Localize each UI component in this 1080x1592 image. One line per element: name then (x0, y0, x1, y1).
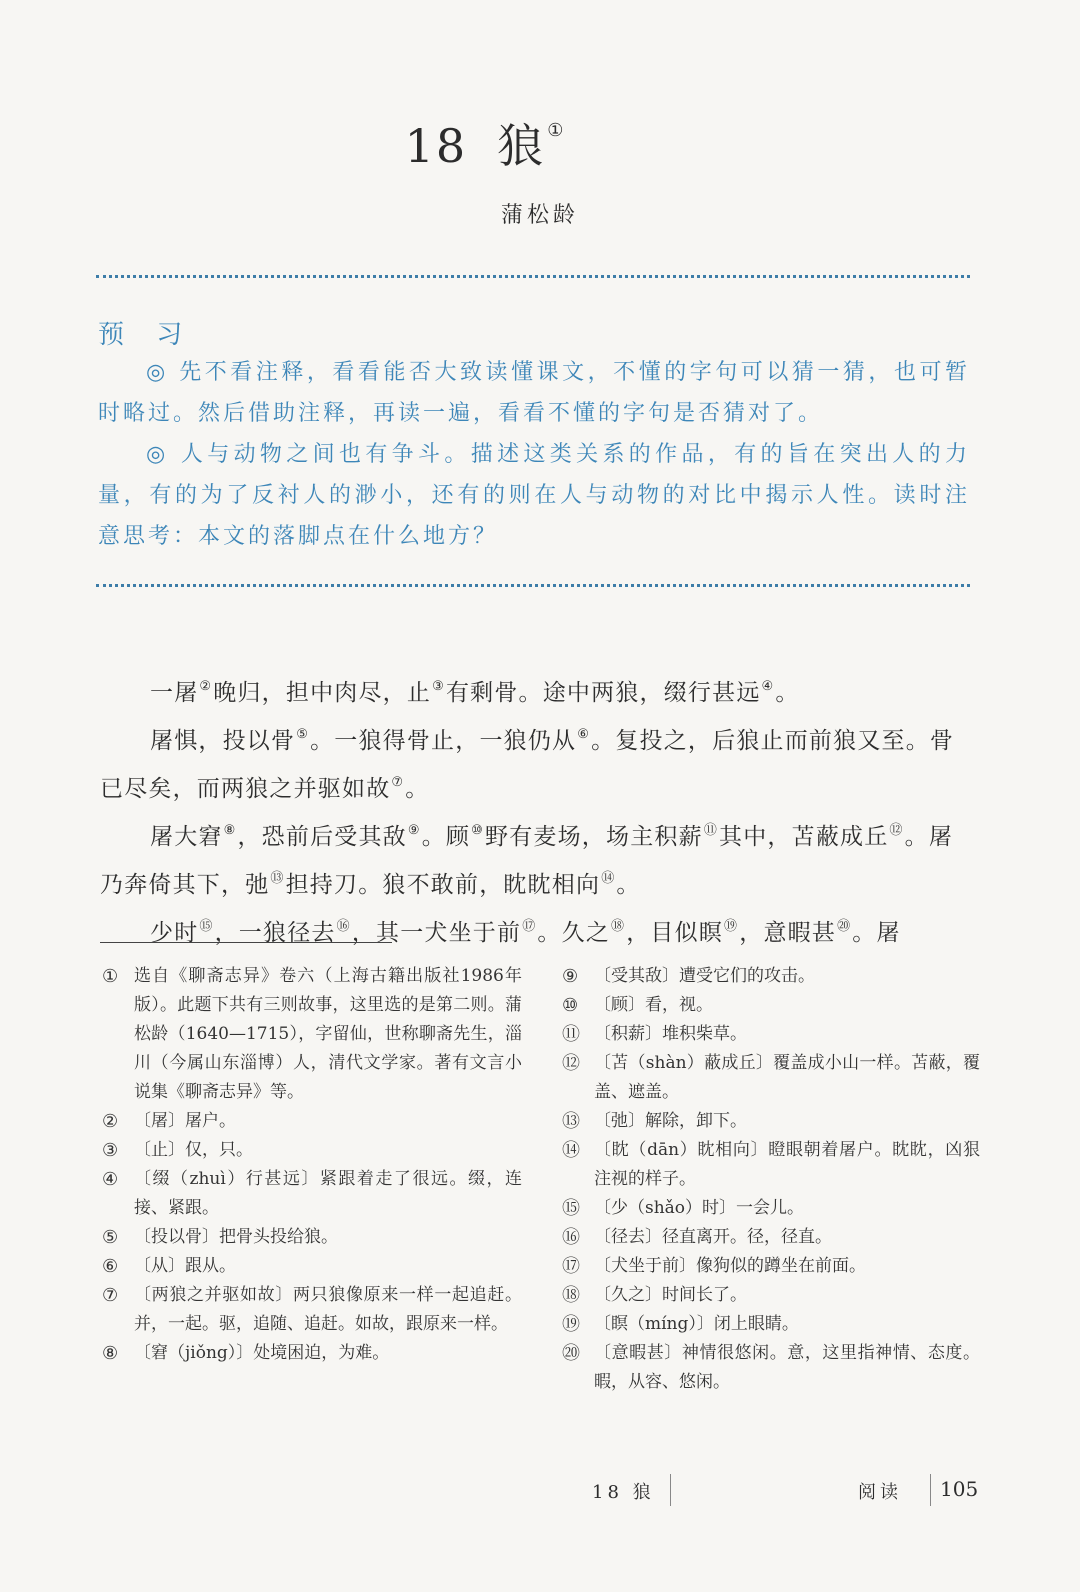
footnote-ref: ⑪ (703, 823, 719, 838)
footnote: ⑯ 〔径去〕径直离开。径，径直。 (562, 1227, 832, 1248)
preview-heading: 预 习 (98, 320, 195, 350)
footer-divider (670, 1474, 671, 1506)
footnote: ⑦ 〔两狼之并驱如故〕两只狼像原来一样一起追赶。并，一起。驱，追随、追赶。如故，跟原来一样。 (102, 1285, 522, 1334)
title-footnote-mark: ① (547, 120, 566, 141)
footnote: ⑤ 〔投以骨〕把骨头投给狼。 (102, 1227, 338, 1248)
footer-chapter-title: 18 狼 (592, 1482, 655, 1503)
footnote: ② 〔屠〕屠户。 (102, 1111, 236, 1132)
footnote: ③ 〔止〕仅，只。 (102, 1140, 253, 1161)
footnote-ref: ③ (432, 679, 445, 694)
footnote-ref: ⑦ (391, 775, 405, 790)
footer-section-label: 阅读 (858, 1482, 902, 1503)
footnote-ref: ⑱ (611, 919, 626, 934)
preview-top-divider (96, 275, 970, 278)
footnote-ref: ⑤ (296, 727, 310, 742)
footnote-ref: ⑮ (199, 919, 214, 934)
footnote: ⑫ 〔苫（shàn）蔽成丘〕覆盖成小山一样。苫蔽，覆盖、遮盖。 (562, 1053, 980, 1102)
footnote: ⑳ 〔意暇甚〕神情很悠闲。意，这里指神情、态度。暇，从容、悠闲。 (562, 1343, 980, 1392)
body-paragraph-1: 一屠②晚归，担中肉尽，止③有剩骨。途中两狼，缀行甚远④。 (150, 679, 800, 706)
footnote-ref: ⑧ (223, 823, 237, 838)
footnote: ⑧ 〔窘（jiǒng）〕处境困迫，为难。 (102, 1343, 390, 1364)
page-number: 105 (940, 1477, 979, 1501)
footnotes-right-column (562, 962, 980, 1397)
footnote: ⑪ 〔积薪〕堆积柴草。 (562, 1024, 747, 1045)
footnote-divider (100, 942, 392, 943)
preview-paragraph: ◎ 人与动物之间也有争斗。描述这类关系的作品，有的旨在突出人的力量，有的为了反衬人的渺小，还有的则在人与动物的对比中揭示人性。读时注意思考：本文的落脚点在什么地方？ (98, 442, 970, 549)
footnote: ⑬ 〔弛〕解除，卸下。 (562, 1111, 747, 1132)
footnote-ref: ⑭ (601, 871, 616, 886)
footnote: ⑩ 〔顾〕看，视。 (562, 995, 713, 1016)
footnote: ① 选自《聊斋志异》卷六（上海古籍出版社1986年版）。此题下共有三则故事，这里选的是第二则。蒲松龄（1640—1715），字留仙，世称聊斋先生，淄川（今属山东淄博）人，清代文学家。著有文言小说集《聊斋志异》等。 (102, 966, 522, 1102)
footer-divider (930, 1474, 931, 1506)
footnote: ⑲ 〔瞑（míng）〕闭上眼睛。 (562, 1314, 799, 1335)
preview-text (98, 352, 970, 557)
footnote-ref: ⑬ (270, 871, 285, 886)
lesson-number: 18 (404, 119, 468, 173)
footnote-ref: ⑥ (577, 727, 591, 742)
footnote: ⑰ 〔犬坐于前〕像狗似的蹲坐在前面。 (562, 1256, 866, 1277)
footnotes-left-column (102, 962, 522, 1368)
body-paragraph-2: 屠惧，投以骨⑤。一狼得骨止，一狼仍从⑥。复投之，后狼止而前狼又至。骨已尽矣，而两狼之并驱如故⑦。 (100, 727, 955, 802)
footnote-ref: ⑲ (724, 919, 739, 934)
footnote-ref: ② (199, 679, 213, 694)
footnote: ⑥ 〔从〕跟从。 (102, 1256, 236, 1277)
footnote-ref: ④ (761, 679, 775, 694)
footnote-ref: ⑯ (336, 919, 351, 934)
footnote: ⑮ 〔少（shǎo）时〕一会儿。 (562, 1198, 805, 1219)
main-text (100, 666, 975, 954)
footnote: ⑭ 〔眈（dān）眈相向〕瞪眼朝着屠户。眈眈，凶狠注视的样子。 (562, 1140, 980, 1189)
footnote-ref: ⑨ (407, 823, 421, 838)
author: 蒲松龄 (500, 203, 579, 228)
footnote-ref: ⑰ (522, 919, 537, 934)
preview-paragraph: ◎ 先不看注释，看看能否大致读懂课文，不懂的字句可以猜一猜，也可暂时略过。然后借助注释，再读一遍，看看不懂的字句是否猜对了。 (98, 360, 970, 426)
preview-bottom-divider (96, 584, 970, 587)
footnote-ref: ⑫ (889, 823, 904, 838)
footnote: ④ 〔缀（zhuì）行甚远〕紧跟着走了很远。缀，连接、紧跟。 (102, 1169, 522, 1218)
footnote-ref: ⑳ (837, 919, 852, 934)
lesson-title (0, 110, 970, 176)
body-paragraph-4: 少时⑮，一狼径去⑯，其一犬坐于前⑰。久之⑱，目似瞑⑲，意暇甚⑳。屠 (150, 919, 901, 946)
footnote-ref: ⑩ (471, 823, 484, 838)
footnote: ⑨ 〔受其敌〕遭受它们的攻击。 (562, 966, 815, 987)
lesson-title-text: 狼 (497, 119, 546, 173)
footnote: ⑱ 〔久之〕时间长了。 (562, 1285, 747, 1306)
body-paragraph-3: 屠大窘⑧，恐前后受其敌⑨。顾⑩野有麦场，场主积薪⑪其中，苫蔽成丘⑫。屠乃奔倚其下，弛⑬担持刀。狼不敢前，眈眈相向⑭。 (100, 823, 954, 898)
